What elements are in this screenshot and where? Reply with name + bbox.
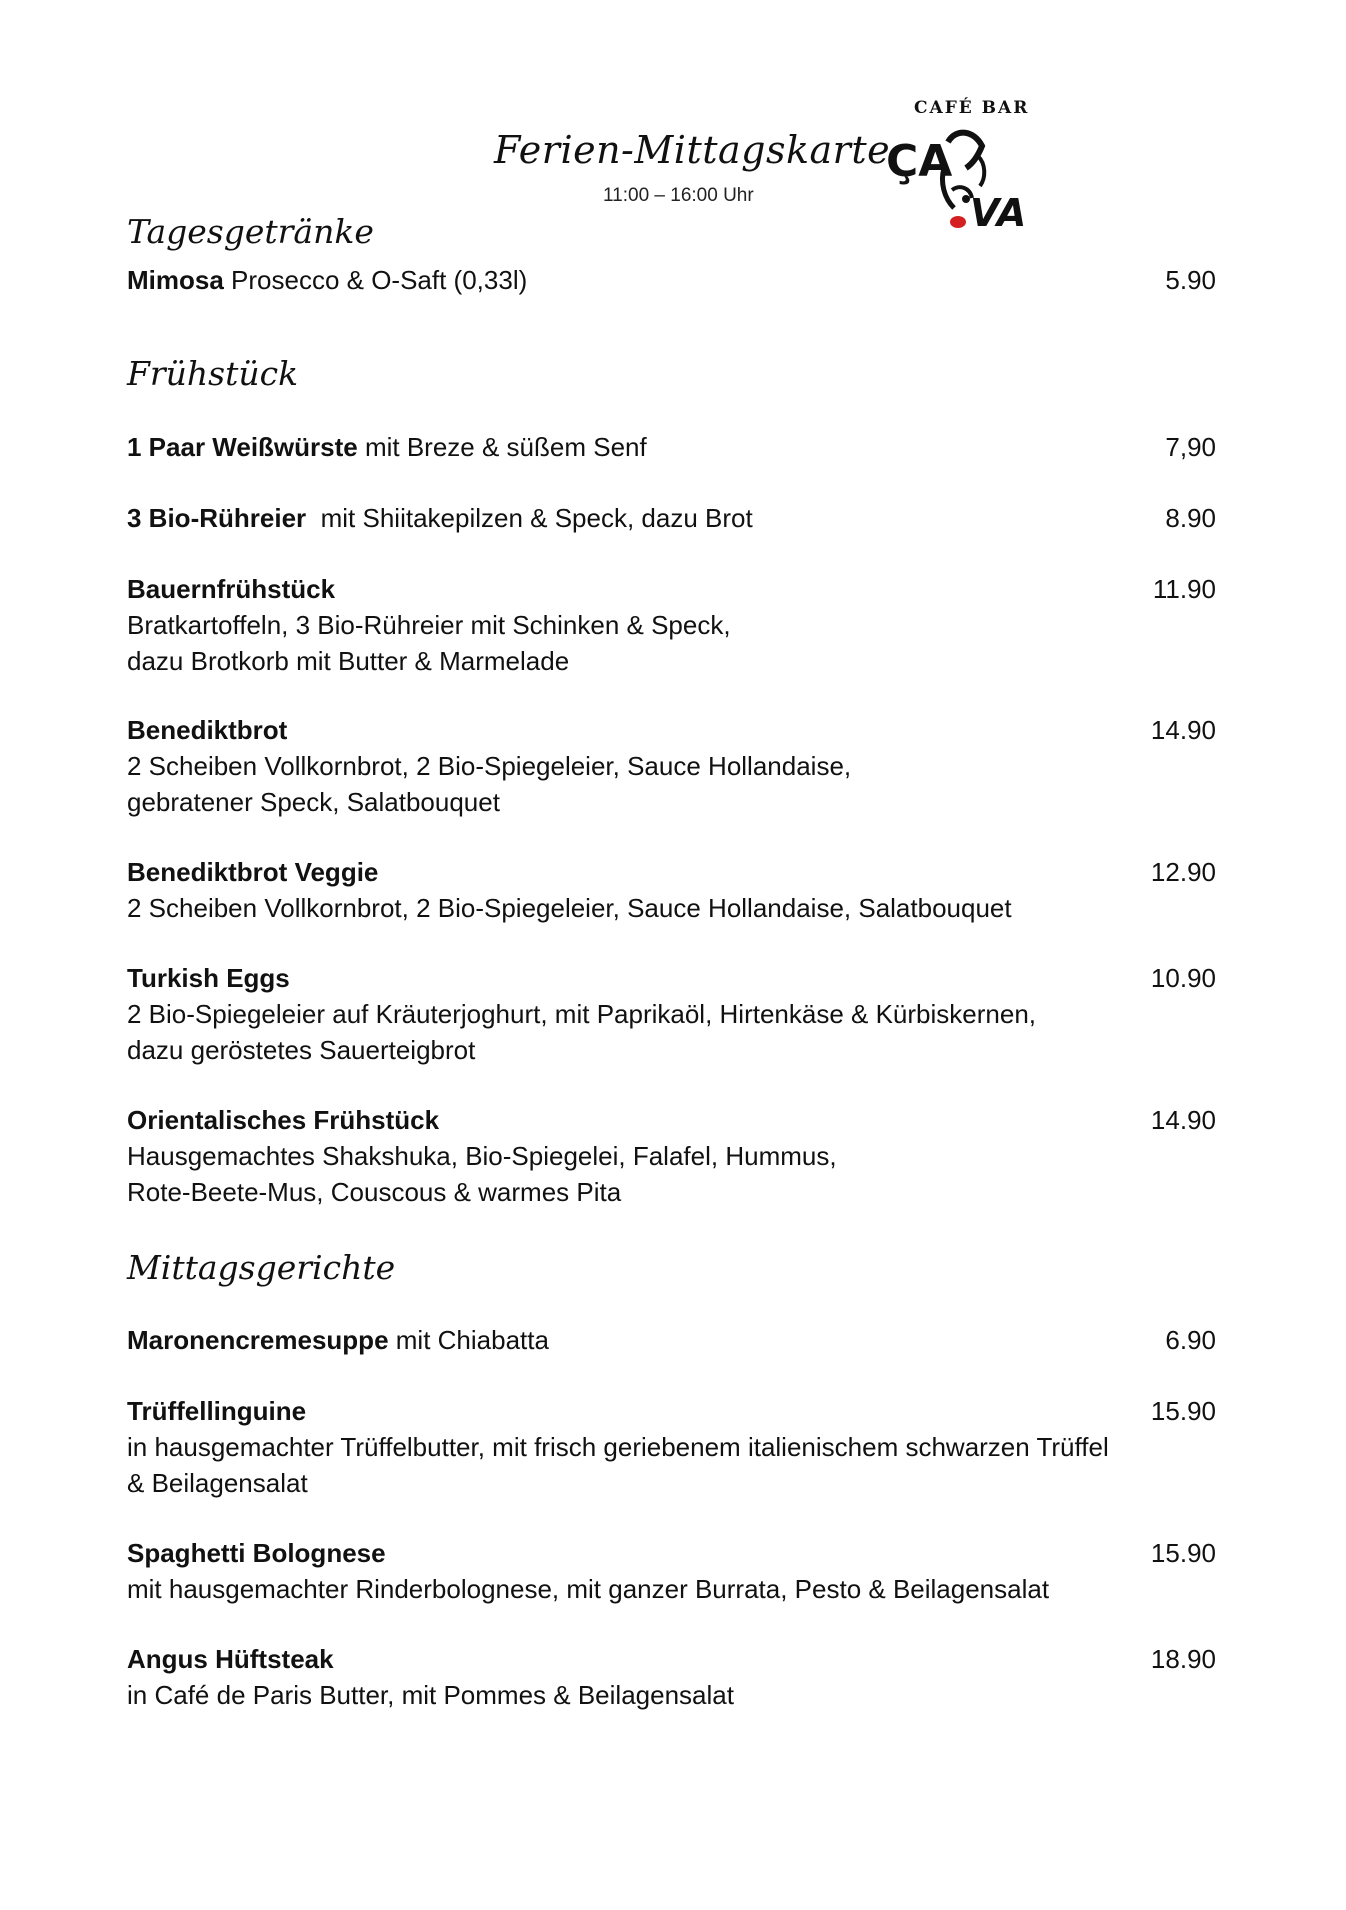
opening-hours: 11:00 – 16:00 Uhr xyxy=(603,185,754,206)
item-name: Benediktbrot xyxy=(127,715,288,745)
item-name: Turkish Eggs xyxy=(127,963,290,993)
item-description: 2 Bio-Spiegeleier auf Kräuterjoghurt, mit Paprikaöl, Hirtenkäse & Kürbiskernen, xyxy=(127,999,1037,1029)
item-price: 15.90 xyxy=(1150,1538,1216,1568)
menu-item-spaghetti-bolognese xyxy=(127,1535,386,1571)
item-description: in Café de Paris Butter, mit Pommes & Beilagensalat xyxy=(127,1680,734,1710)
item-name: Benediktbrot Veggie xyxy=(127,857,379,887)
item-description: in hausgemachter Trüffelbutter, mit frisch geriebenem italienischem schwarzen Trüffel xyxy=(127,1432,1109,1462)
logo-lips-icon xyxy=(950,216,966,228)
item-name: Maronencremesuppe xyxy=(127,1325,389,1355)
item-name: Orientalisches Frühstück xyxy=(127,1105,440,1135)
menu-item-trueffellinguine xyxy=(127,1393,306,1429)
menu-item-benediktbrot xyxy=(127,712,287,748)
menu-item-mimosa xyxy=(127,262,527,298)
item-name: 1 Paar Weißwürste xyxy=(127,432,358,462)
item-description: dazu Brotkorb mit Butter & Marmelade xyxy=(127,646,570,676)
logo-graphic xyxy=(882,98,1032,238)
item-desc: mit Shiitakepilzen & Speck, dazu Brot xyxy=(306,503,753,533)
item-price: 5.90 xyxy=(1165,265,1216,295)
item-description: Rote-Beete-Mus, Couscous & warmes Pita xyxy=(127,1177,622,1207)
cafe-logo xyxy=(882,98,1032,238)
item-name: Spaghetti Bolognese xyxy=(127,1538,386,1568)
menu-item-benediktbrot-veggie xyxy=(127,854,378,890)
item-price: 14.90 xyxy=(1150,1105,1216,1135)
item-description: & Beilagensalat xyxy=(127,1468,308,1498)
item-desc: Prosecco & O-Saft (0,33l) xyxy=(223,265,528,295)
item-desc: mit Chiabatta xyxy=(388,1325,549,1355)
logo-ca-text: ÇA xyxy=(886,136,953,187)
menu-item-angus-hueftsteak xyxy=(127,1641,334,1677)
logo-cafe-bar-text: CAFÉ BAR xyxy=(914,98,1030,118)
item-price: 11.90 xyxy=(1152,574,1216,604)
section-title-fruehstueck: Frühstück xyxy=(127,354,299,393)
item-price: 6.90 xyxy=(1165,1325,1216,1355)
menu-item-orientalisches-fruehstueck xyxy=(127,1102,439,1138)
item-description: gebratener Speck, Salatbouquet xyxy=(127,787,500,817)
item-description: 2 Scheiben Vollkornbrot, 2 Bio-Spiegeleier, Sauce Hollandaise, Salatbouquet xyxy=(127,893,1012,923)
item-description: Hausgemachtes Shakshuka, Bio-Spiegelei, Falafel, Hummus, xyxy=(127,1141,837,1171)
item-price: 12.90 xyxy=(1150,857,1216,887)
item-desc: mit Breze & süßem Senf xyxy=(357,432,647,462)
menu-item-weisswuerste xyxy=(127,429,647,465)
menu-title: Ferien-Mittagskarte xyxy=(494,128,891,172)
menu-item-turkish-eggs xyxy=(127,960,290,996)
item-price: 8.90 xyxy=(1165,503,1216,533)
menu-item-bauernfruehstueck xyxy=(127,571,335,607)
item-name: Trüffellinguine xyxy=(127,1396,307,1426)
item-price: 7,90 xyxy=(1165,432,1216,462)
item-description: Bratkartoffeln, 3 Bio-Rühreier mit Schinken & Speck, xyxy=(127,610,731,640)
menu-item-maronencremesuppe xyxy=(127,1322,549,1358)
item-name: Mimosa xyxy=(127,265,224,295)
logo-va-text: VA xyxy=(970,191,1027,235)
item-price: 15.90 xyxy=(1150,1396,1216,1426)
item-description: 2 Scheiben Vollkornbrot, 2 Bio-Spiegeleier, Sauce Hollandaise, xyxy=(127,751,852,781)
section-title-tagesgetraenke: Tagesgetränke xyxy=(127,212,374,251)
item-price: 14.90 xyxy=(1150,715,1216,745)
section-title-mittagsgerichte: Mittagsgerichte xyxy=(127,1248,396,1287)
item-price: 10.90 xyxy=(1150,963,1216,993)
item-price: 18.90 xyxy=(1150,1644,1216,1674)
item-description: dazu geröstetes Sauerteigbrot xyxy=(127,1035,476,1065)
item-name: Angus Hüftsteak xyxy=(127,1644,334,1674)
item-name: 3 Bio-Rühreier xyxy=(127,503,307,533)
item-description: mit hausgemachter Rinderbolognese, mit ganzer Burrata, Pesto & Beilagensalat xyxy=(127,1574,1050,1604)
menu-item-bio-ruehreier xyxy=(127,500,753,536)
item-name: Bauernfrühstück xyxy=(127,574,336,604)
